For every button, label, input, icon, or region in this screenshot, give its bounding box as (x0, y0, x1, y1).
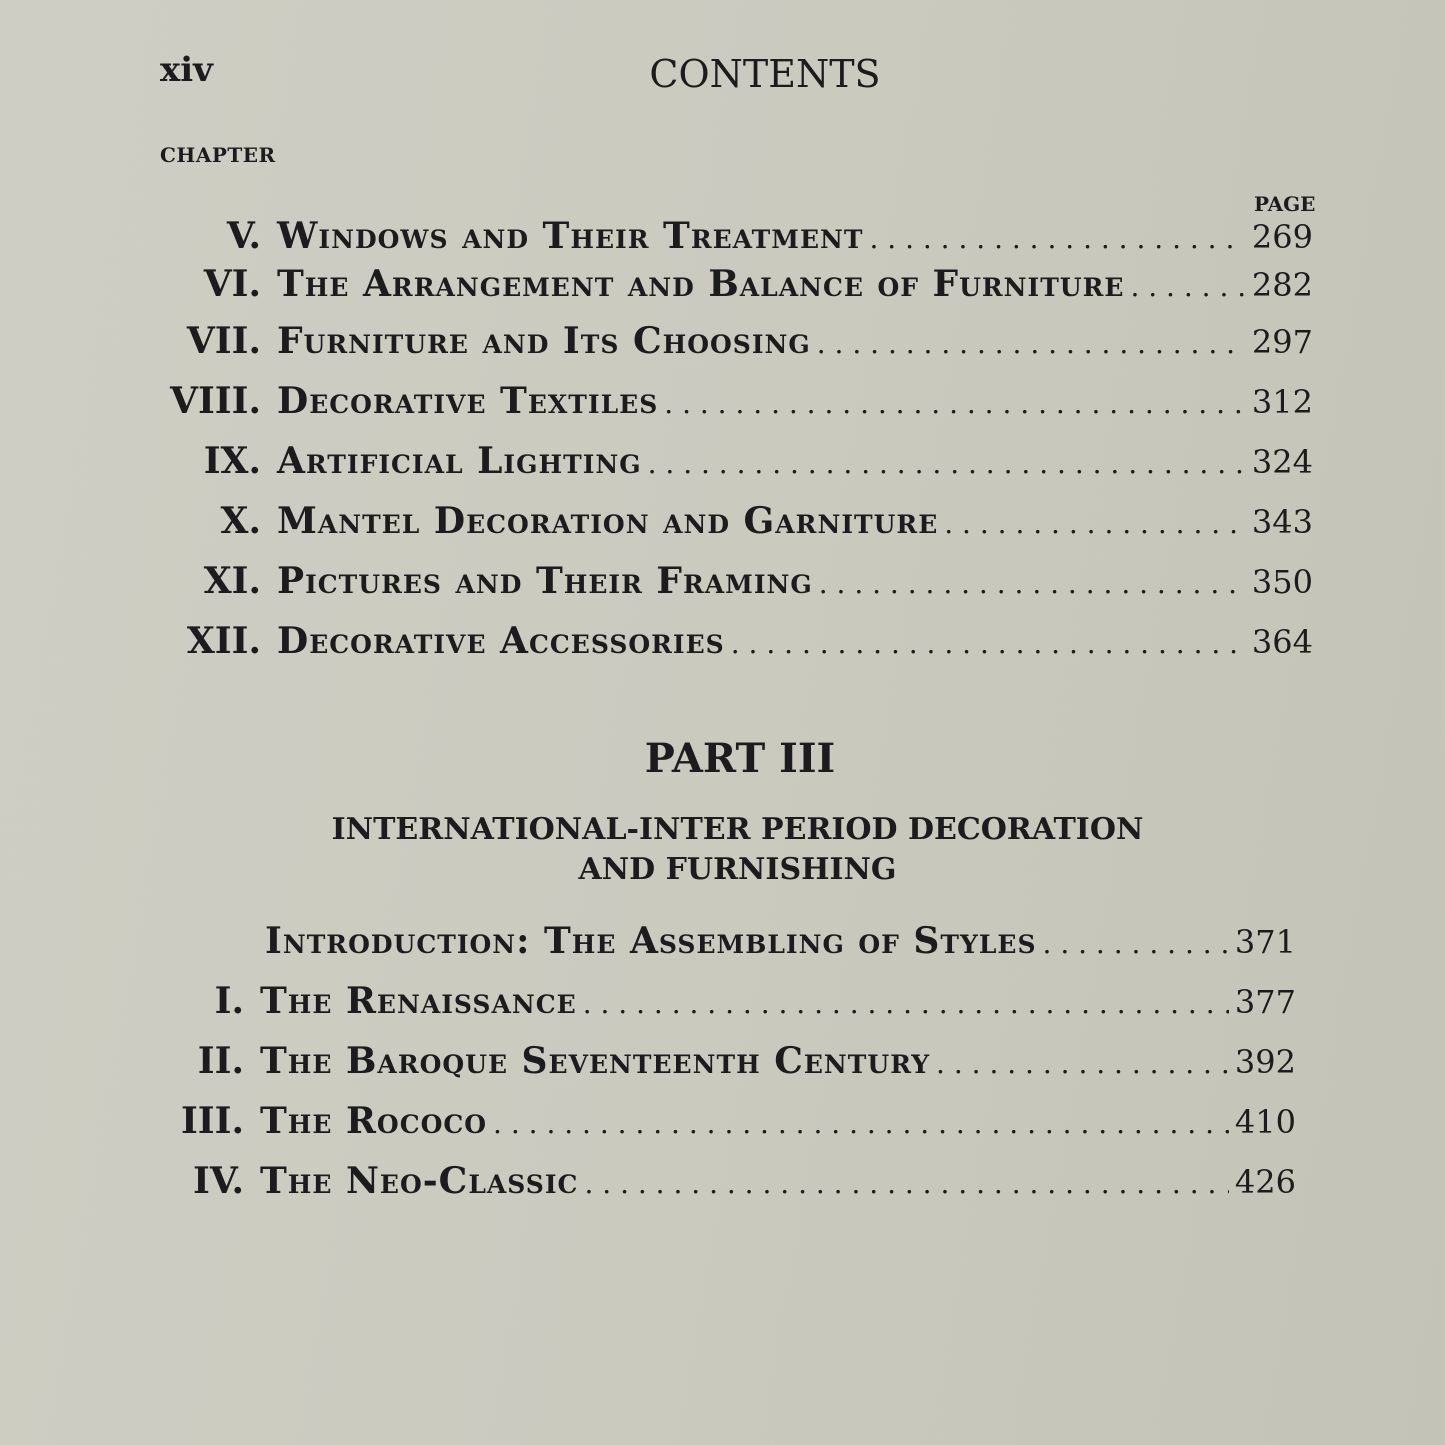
dot-leader (584, 1167, 1228, 1200)
dot-leader (817, 327, 1246, 360)
dot-leader (936, 1047, 1229, 1080)
chapter-title: Decorative Accessories (277, 620, 725, 662)
chapter-title: The Baroque Seventeenth Century (260, 1040, 931, 1082)
chapter-title: Pictures and Their Framing (277, 560, 813, 602)
page-number: 343 (1251, 503, 1313, 541)
chapter-title: Mantel Decoration and Garniture (277, 500, 939, 542)
chapter-title: Artificial Lighting (277, 440, 642, 482)
chapter-title: Furniture and Its Choosing (277, 320, 811, 362)
dot-leader (664, 387, 1246, 420)
toc-entry (150, 1040, 1296, 1090)
chapter-number: II. (197, 1040, 244, 1082)
part-subtitle-line1: INTERNATIONAL-INTER PERIOD DECORATION (331, 812, 1144, 847)
running-title: CONTENTS (649, 52, 881, 96)
dot-leader (1130, 270, 1245, 303)
chapter-number: III. (180, 1100, 244, 1142)
chapter-title: Introduction: The Assembling of Styles (265, 920, 1037, 962)
toc-entry (155, 500, 1313, 550)
chapter-title: The Rococo (260, 1100, 488, 1142)
toc-entry (155, 620, 1313, 670)
page-number: 350 (1251, 563, 1313, 601)
chapter-number: VIII. (170, 380, 261, 422)
page-number: 392 (1234, 1043, 1296, 1081)
chapter-number: VII. (186, 320, 261, 362)
chapter-column-label: CHAPTER (160, 143, 276, 167)
page-number: 426 (1234, 1163, 1296, 1201)
chapter-number: X. (220, 500, 261, 542)
toc-entry (150, 920, 1296, 970)
chapter-number: XI. (203, 560, 261, 602)
dot-leader (944, 507, 1246, 540)
chapter-number: V. (226, 215, 261, 257)
toc-entry (155, 320, 1313, 370)
dot-leader (819, 567, 1246, 600)
dot-leader (731, 627, 1246, 660)
chapter-title: The Neo-Classic (260, 1160, 579, 1202)
toc-entry (155, 215, 1313, 265)
dot-leader (493, 1107, 1229, 1140)
chapter-title: The Renaissance (260, 980, 577, 1022)
part-heading: PART III (644, 735, 836, 782)
chapter-title: Decorative Textiles (277, 380, 659, 422)
toc-entry (155, 263, 1313, 313)
page-number: 297 (1251, 323, 1313, 361)
chapter-number: XII. (186, 620, 261, 662)
page-folio: xiv (160, 50, 213, 90)
part-subtitle-line2: AND FURNISHING (578, 852, 897, 887)
dot-leader (648, 447, 1246, 480)
chapter-number: IX. (203, 440, 261, 482)
page-number: 312 (1251, 383, 1313, 421)
page-number: 282 (1251, 266, 1313, 304)
toc-entry (155, 560, 1313, 610)
page-number: 269 (1251, 218, 1313, 256)
toc-entry (150, 1160, 1296, 1210)
page-number: 364 (1251, 623, 1313, 661)
dot-leader (583, 987, 1229, 1020)
chapter-title: Windows and Their Treatment (277, 215, 864, 257)
dot-leader (869, 222, 1245, 255)
page-number: 410 (1234, 1103, 1296, 1141)
chapter-title: The Arrangement and Balance of Furniture (277, 263, 1125, 305)
toc-entry (150, 980, 1296, 1030)
page-column-label: PAGE (1254, 192, 1316, 216)
toc-entry (155, 380, 1313, 430)
toc-entry (150, 1100, 1296, 1150)
chapter-number: IV. (192, 1160, 244, 1202)
dot-leader (1043, 927, 1229, 960)
page-number: 324 (1251, 443, 1313, 481)
chapter-number: I. (214, 980, 244, 1022)
page-number: 377 (1234, 983, 1296, 1021)
page-number: 371 (1234, 923, 1296, 961)
chapter-number: VI. (203, 263, 261, 305)
toc-entry (155, 440, 1313, 490)
